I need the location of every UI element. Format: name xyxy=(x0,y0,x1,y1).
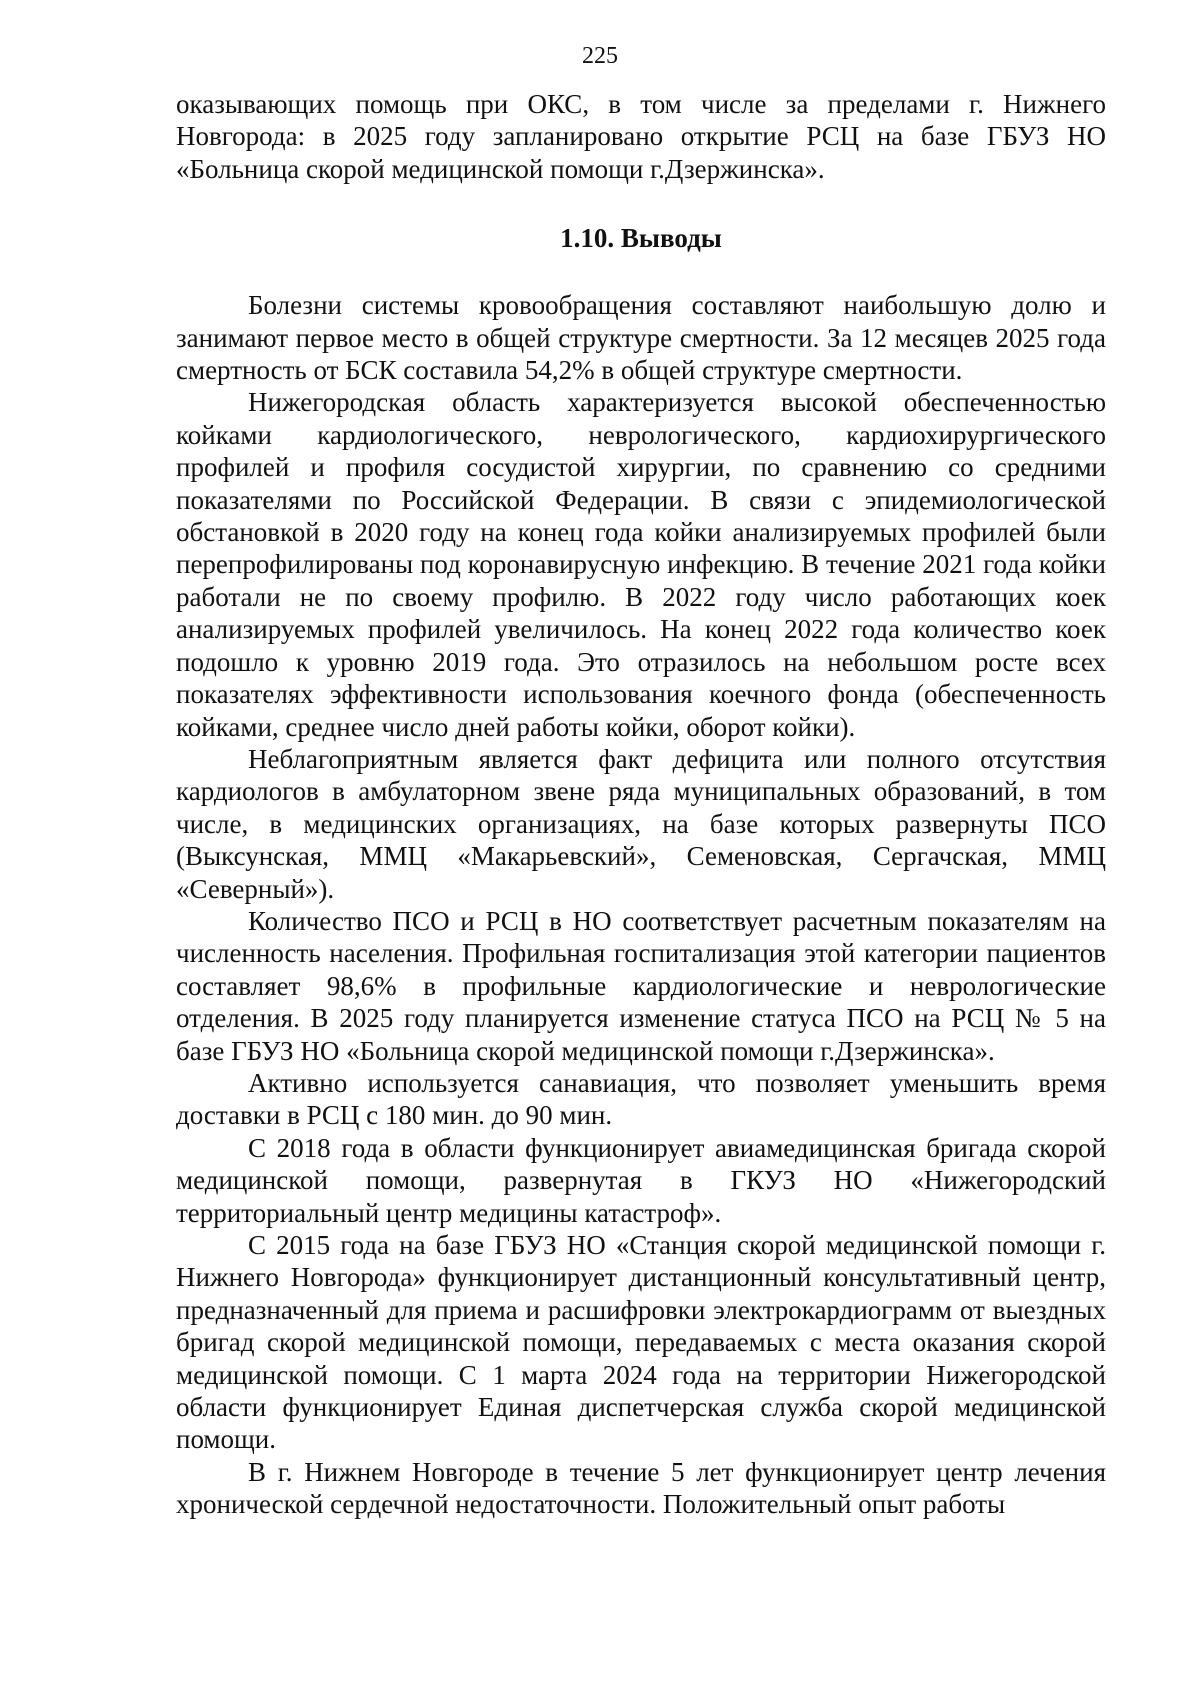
paragraph-pso-rsc-count: Количество ПСО и РСЦ в НО соответствует расчетным показателям на численность населения. Профильная госпитализация этой категории пациентов составляет 98,6% в профильные кардиологические и неврологические отделения. В 2025 году планируется изменение статуса ПСО на РСЦ № 5 на базе ГБУЗ НО «Больница скорой медицинской помощи г.Дзержинска». xyxy=(176,905,1106,1066)
section-heading: 1.10. Выводы xyxy=(560,223,722,254)
paragraph-mortality: Болезни системы кровообращения составляют наибольшую долю и занимают первое место в общей структуре смертности. За 12 месяцев 2025 года смертность от БСК составила 54,2% в общей структуре смертности. xyxy=(176,290,1106,386)
opening-paragraph: оказывающих помощь при ОКС, в том числе за пределами г. Нижнего Новгорода: в 2025 году запланировано открытие РСЦ на базе ГБУЗ НО «Больница скорой медицинской помощи г.Дзержинска». xyxy=(176,89,1106,184)
paragraph-bed-supply: Нижегородская область характеризуется высокой обеспеченностью койками кардиологического, неврологического, кардиохирургического профилей и профиля сосудистой хирургии, по сравнению со средними показателями по Российской Федерации. В связи с эпидемиологической обстановкой в 2020 году на конец года койки анализируемых профилей были перепрофилированы под коронавирусную инфекцию. В течение 2021 года койки работали не по своему профилю. В 2022 году число работающих коек анализируемых профилей увеличилось. На конец 2022 года количество коек подошло к уровню 2019 года. Это отразилось на небольшом росте всех показателях эффективности использования коечного фонда (обеспеченность койками, среднее число дней работы койки, оборот койки). xyxy=(176,387,1106,742)
paragraph-air-ambulance: Активно используется санавиация, что позволяет уменьшить время доставки в РСЦ с 180 мин. до 90 мин. xyxy=(176,1067,1106,1131)
paragraph-remote-ecg-center: С 2015 года на базе ГБУЗ НО «Станция скорой медицинской помощи г. Нижнего Новгорода» функционирует дистанционный консультативный центр, предназначенный для приема и расшифровки электрокардиограмм от выездных бригад скорой медицинской помощи, передаваемых с места оказания скорой медицинской помощи. С 1 марта 2024 года на территории Нижегородской области функционирует Единая диспетчерская служба скорой медицинской помощи. xyxy=(176,1230,1106,1455)
paragraph-heart-failure-center: В г. Нижнем Новгороде в течение 5 лет функционирует центр лечения хронической сердечной недостаточности. Положительный опыт работы xyxy=(176,1456,1106,1520)
page-number: 225 xyxy=(582,43,618,69)
document-body xyxy=(176,88,1106,1521)
paragraph-air-medical-team: С 2018 года в области функционирует авиамедицинская бригада скорой медицинской помощи, развернутая в ГКУЗ НО «Нижегородский территориальный центр медицины катастроф». xyxy=(176,1132,1106,1228)
paragraph-cardiologist-shortage: Неблагоприятным является факт дефицита или полного отсутствия кардиологов в амбулаторном звене ряда муниципальных образований, в том числе, в медицинских организациях, на базе которых развернуты ПСО (Выксунская, ММЦ «Макарьевский», Семеновская, Сергачская, ММЦ «Северный»). xyxy=(176,743,1106,904)
